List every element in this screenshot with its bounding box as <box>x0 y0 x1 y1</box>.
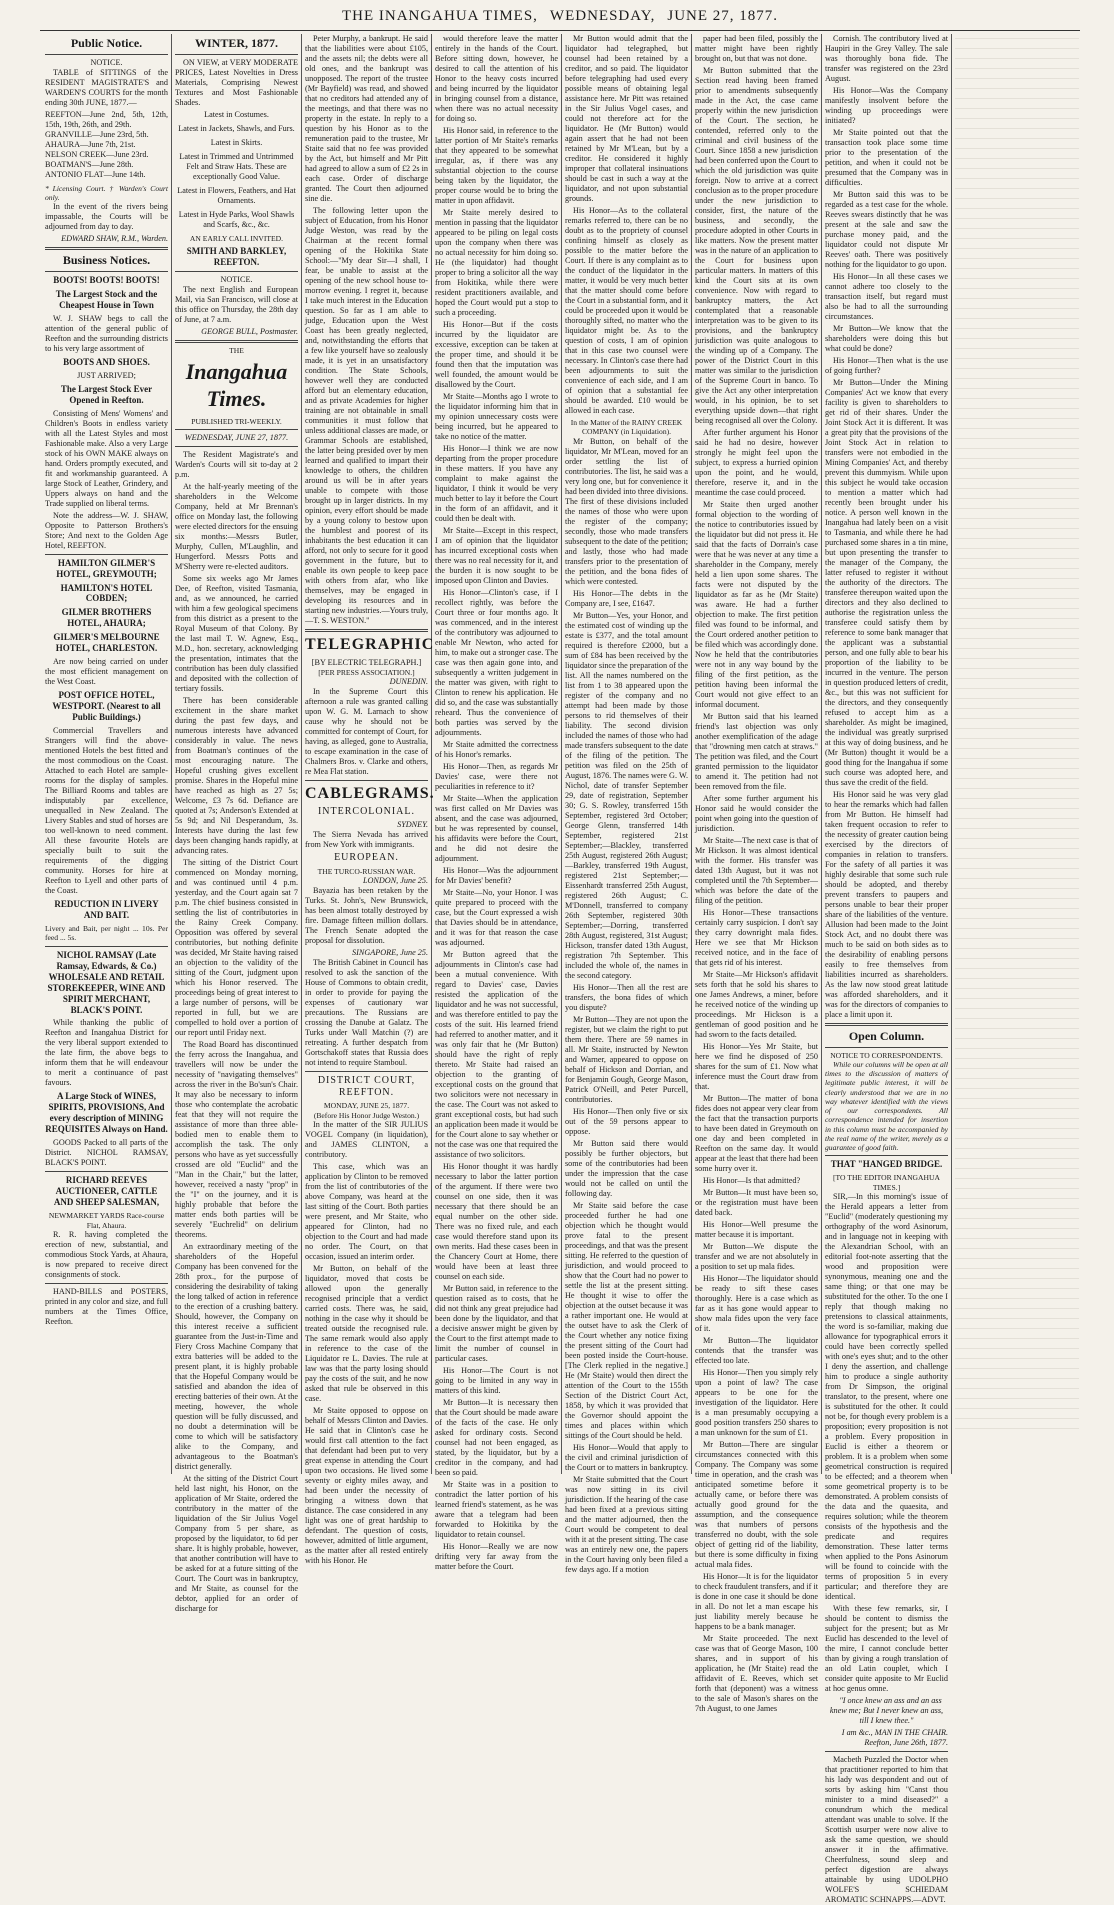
column-2 <box>172 34 302 1613</box>
sydney-body: The Sierra Nevada has arrived from New York with immigrants. <box>305 830 428 850</box>
nichol-ramsay: NICHOL RAMSAY (Late Ramsay, Edwards, & Co.) WHOLESALE AND RETAIL STOREKEEPER, WINE AND SPIRIT MERCHANT, BLACK'S POINT. <box>47 949 166 1015</box>
telegraphic-heading: TELEGRAPHIC <box>305 636 435 653</box>
paragraph: Peter Murphy, a bankrupt. He said that the liabilities were about £105, and the assets nil; the debts were all old ones, and the bankrupt was unopposed. The report of the trustee (Mr Bayfield) was read, and showed that no creditors had attended any of the meetings, and that there was no property in the estate. In reply to a question by his Honor as to the remuneration paid to the trustee, Mr Staite said that no fee was provided by the Act, but himself and Mr Pitt had agreed to allow a sum of £2 2s in each case. Order of discharge granted. The Court then adjourned sine die. <box>305 34 428 203</box>
paragraph: Mr Staite was in a position to contradict the latter portion of his learned friend's statement, as he was aware that a telegram had been forwarded to Hokitika by the liquidator to retain counsel. <box>435 1480 558 1539</box>
paragraph: Mr Button submitted that the Section read having been framed prior to amendments subsequently made in the Act, the case came properly within the new jurisdiction of the Court. The section, he contended, referred only to the criminal and civil business of the Court. Since 1858 a new jurisdiction had been conferred upon the Court to which the old jurisdiction was quite foreign. Now to arrive at a correct conclusion as to the proper procedure under the new jurisdiction to consider, first, the nature of the business, and secondly, the procedure adopted in other Courts in like matters. Now the present matter was in the nature of an application to the Court for business upon particular matters. In matters of this kind the Court sits at its own convenience. Now with regard to bankruptcy matters, the Act contemplated that a reasonable interpretation was to be given to its provisions, and the bankruptcy jurisdiction was quite analogous to the winding up of a Company. The power of the District Court in this matter was similar to the jurisdiction of the Supreme Court in banco. To give the Act any other interpretation would, in his opinion, be to set everything upside down—that right being recognised all over the Colony. <box>695 66 818 425</box>
paragraph: Mr Button—The matter of bona fides does not appear very clear from the fact that the transaction purports to have been dated in Greymouth on one day and been completed in Reefton on the same day. It would appear at the least that there had been some hurry over it. <box>695 1094 818 1173</box>
sitting-item: REEFTON—June 2nd, 5th, 12th, 15th, 19th, 26th, and 29th. <box>45 109 168 129</box>
monday: MONDAY, JUNE 25, 1877. <box>323 1101 410 1111</box>
paragraph: His Honor—Then only five or six out of the 59 persons appear to oppose. <box>565 1106 688 1136</box>
paragraph: His Honor—Then you simply rely upon a point of law? The case appears to be one for the investigation of the liquidator. Here is a man presumably occupying a good position transfers 250 shares to a man unknown for the sum of £1. <box>695 1368 818 1437</box>
paragraph: Mr Button—It must have been so, or the registration must have been dated back. <box>695 1188 818 1217</box>
licensing-note: * Licensing Court. † Warden's Court only. <box>45 183 168 202</box>
paragraph: His Honor—Clinton's case, if I recollect rightly, was before the Court three or four months ago. It was commenced, and in the interest of the contributory was adjourned to enable Mr Newton, who acted for him, to make out a stronger case. The case was then again gone into, and subsequently a written judgement in the matter was given, with right to Clinton to renew his application. He did so, and the case was substantially reheard. Thus the convenience of both parties was served by the adjournments. <box>435 588 558 737</box>
title-the: THE <box>229 345 244 355</box>
masthead-title: THE INANGAHUA TIMES, <box>341 8 538 24</box>
column-7 <box>822 34 952 1904</box>
letter-signature: I am &c., MAN IN THE CHAIR. Reefton, June 26th, 1877. <box>841 1727 948 1747</box>
paragraph: Mr Button, on behalf of the liquidator, Mr M'Lean, moved for an order settling the list of contributories. The list, he said was a very long one, but for convenience it had been divided into three divisions. The first of these divisions included the names of those who were upon the register of the company; secondly, those who made transfers subsequent to the date of the petition; and lastly, those who had made transfers prior to the presentation of the petition, and the bona fides of which were contested. <box>565 436 688 586</box>
column-4 <box>432 34 562 1571</box>
paragraph: The Resident Magistrate's and Warden's Courts will sit to-day at 2 p.m. <box>175 449 298 479</box>
paragraph: Mr Button—Under the Mining Companies' Act we know that every facility is given to shareholders to get rid of their shares. Under the Joint Stock Act it is different. It was a great pity that the provisions of the Joint Stock Act in relation to transfers were not embodied in the Mining Companies' Act, and thereby prevent this dummyism. While upon this subject he would take occasion to mention a matter which had recently been brought under his notice. A person well known in the Inangahua had lately been on a visit to Tasmania, and while there he had purchased some shares in a tin mine, but upon presenting the transfer to the manager of the Company, the latter refused to register it without the authority of the directors. The transferee thereupon waited upon the directors and they also declined to authorise the registration unless the transferee could satisfy them by reference to some bank manager that the applicant was a substantial person, and one fully able to bear his proportion of the liability to be incurred in the venture. The person in question produced letters of credit, &c., but this was not sufficient for the directors, and they consequently refused to accept him as a shareholder. As might be imagined, the individual was greatly surprised at this way of doing business, and he (Mr Button) thought it would be a good thing for the Inangahua if some such course was adopted here, and thus save the credit of the field. <box>825 378 948 787</box>
column-3 <box>302 34 435 1565</box>
letter-paragraph: With these few remarks, sir, I should be content to dismiss the subject for the present; but as Mr Euclid has descended to the level of the mire, I cannot conclude better than by giving a rough translation of an old Latin couplet, which I consider quite apposite to Mr Euclid at hoc genus omne. <box>825 1603 948 1693</box>
letter-couplet: "I once knew an ass and an ass knew me; But I never knew an ass, till I knew thee." <box>829 1695 944 1725</box>
per-press: [PER PRESS ASSOCIATION.] <box>318 667 415 677</box>
paragraph: Mr Staite—Mr Hickson's affidavit sets forth that he sold his shares to one James Andrews, a miner, before he received notice of the winding up proceedings. Mr Hickson is a gentleman of good position and he had sworn to the facts detailed. <box>695 970 818 1039</box>
boots-shoes: BOOTS AND SHOES. <box>63 356 150 367</box>
sitting-item: BOATMAN'S—June 28th. <box>45 159 134 169</box>
hotel-3: GILMER BROTHERS HOTEL, AHAURA; <box>61 607 152 629</box>
smith-barkley: SMITH AND BARKLEY, REEFTON. <box>186 245 287 267</box>
hotel-1: HAMILTON GILMER'S HOTEL, GREYMOUTH; <box>56 557 157 579</box>
paragraph: Mr Staite said before the case proceeded further he had one objection which he thought would prove fatal to the present proceedings, and that was the present sitting. He referred to the question of jurisdiction, and would proceed to show that the Court had no power to settle the list at the present sitting. He thought it wise to offer the objection at the outset because it was a rather important one. He would at the outset have to ask the Clerk of the Court whether any notice fixing the present sitting of the Court had been posted inside the Court-house. [The Clerk replied in the negative.] He (Mr Staite) would then direct the attention of the Court to the 155th Section of the District Court Act, 1858, by which it was provided that the Governor should appoint the times and places within which sittings of the Court should be held. <box>565 1200 688 1440</box>
masthead-day: WEDNESDAY, <box>549 8 656 24</box>
sittings-list <box>45 110 168 180</box>
by-electric: [BY ELECTRIC TELEGRAPH.] <box>311 657 422 667</box>
address-note: Note the address—W. J. SHAW, Opposite to Patterson Brothers's Store; And next to the Golden Age Hotel, REEFTON. <box>45 510 168 550</box>
early-call: AN EARLY CALL INVITED. <box>189 233 284 243</box>
paragraph: Mr Button—There are singular circumstances connected with this Company. The Company was some time in operation, and the crash was anticipated sometime before it actually came, or before there was actually good ground for the assumption, and the consequence was that numbers of persons transferred no doubt, with the sole object of getting rid of the liability, but there is some difficulty in fixing actual mala fides. <box>695 1440 818 1569</box>
paragraph: Mr Staite proceeded. The next case was that of George Mason, 100 shares, and in support of his application, he (Mr Staite) read the affidavit of E. Reeves, which set forth that (deponent) was a witness to the sale of Mason's shares on the 7th August, to one James <box>695 1634 818 1713</box>
winter-item: Latest in Hyde Parks, Wool Shawls and Scarfs, &c., &c. <box>178 209 295 229</box>
column-8 <box>952 34 1082 1474</box>
paragraph: His Honor—But if the costs incurred by the liquidator are excessive, exception can be taken at the proper time, and should it be found then that the imputation was well founded, the amount would be disallowed by the Court. <box>435 320 558 389</box>
london: LONDON, June 25. <box>362 875 428 885</box>
handbills: HAND-BILLS and POSTERS, printed in any color and size, and full numbers at the Times Office, Reefton. <box>45 1286 168 1326</box>
paragraph: His Honor said he was very glad to hear the remarks which had fallen from Mr Button. He himself had taken frequent occasion to refer to the necessity of greater caution being exercised by the directors of companies in relation to transfers. For the safety of all parties it was highly desirable that some such rule should be adopted, and thereby prevent transfers to paupers and persons unable to bear their proper share of the liabilities of the venture. Allusion had been made to the Joint Stock Act, and no doubt there was much to be said on both sides as to the desirability of enabling persons easily to free themselves from liabilities incurred as shareholders. As the law now stood great latitude was afforded shareholders, and it was for the directors of companies to place a limit upon it. <box>825 790 948 1019</box>
paragraph: His Honor—Would that apply to the civil and criminal jurisdiction of the Court or to matters in bankruptcy. <box>565 1442 688 1472</box>
livery-prices: Livery and Bait, per night ... 10s. Per feed ... 5s. <box>45 924 168 943</box>
postmaster: GEORGE BULL, Postmaster. <box>201 326 298 336</box>
notice-heading: NOTICE. <box>90 57 123 67</box>
dunedin-body: In the Supreme Court this afternoon a rule was granted calling upon W. G. M. Larnach to show cause why he should not be committed for contempt of Court, for having, as alleged, gone to Australia, to escape examination in the case of Chalmers Bros. v. Clarke and others, re Mea Flat station. <box>305 686 428 776</box>
dateline: WEDNESDAY, JUNE 27, 1877. <box>184 432 289 442</box>
published-tri-weekly: PUBLISHED TRI-WEEKLY. <box>191 416 282 426</box>
paragraph: Mr Button—The liquidator contends that the transfer was effected too late. <box>695 1336 818 1365</box>
paragraph: Mr Staite opposed to oppose on behalf of Messrs Clinton and Davies. He said that in Clinton's case he would first call attention to the fact that defendant had been put to very great expense in attending the Court upon two occasions. He lived some seventy or eighty miles away, and had been under the necessity of bringing a witness down that distance. The case considered in any light was one of great hardship to defendant. The question of costs, however, admitted of little argument, as the matter after all rested entirely with his Honor. He <box>305 1405 428 1565</box>
advertisement: Macbeth Puzzled the Doctor when that practitioner reported to him that his lady was despondent and out of sorts by asking him "Canst thou minister to a mind diseased?" a conundrum which the medical attendant was unable to solve. If the Scottish usurper were now alive to ask the same question, we should answer it in the affirmative. Cheerfulness, sound sleep and perfect digestion are always attainable by using UDOLPHO WOLFE'S SCHIEDAM AROMATIC SCHNAPPS.—ADVT. <box>825 1754 948 1904</box>
rainy-creek-heading: In the Matter of the RAINY CREEK COMPANY (in Liquidation). <box>570 418 683 437</box>
paragraph: Mr Staite—Months ago I wrote to the liquidator informing him that in my opinion unnecessary costs were being incurred, but he appeared to take no notice of the matter. <box>435 392 558 441</box>
cablegrams-heading: CABLEGRAMS. <box>305 784 435 802</box>
paragraph: Mr Staite—The next case is that of Mr Hickson. It was almost identical with the former. His transfer was dated 13th August, but it was not completed until the 7th September—which was before the date of the filing of the petition. <box>695 836 818 905</box>
singapore-body: The British Cabinet in Council has resolved to ask the sanction of the House of Commons to obtain credit, in order to provide for paying the expenses of cautionary war precautions. The Russians are crossing the Danube at Galatz. The Turks under Wall Matchin (?) are retreating. A further despatch from Gortschakoff states that Russia does not intend to require Stamboul. <box>305 957 428 1067</box>
paragraph: paper had been filed, possibly the matter might have been rightly brought on, but that was not done. <box>695 34 818 63</box>
dunedin: DUNEDIN. <box>389 676 428 686</box>
open-column-heading: Open Column. <box>848 1029 925 1043</box>
reduction: REDUCTION IN LIVERY AND BAIT. <box>54 899 159 921</box>
before-judge: (Before His Honor Judge Weston.) <box>313 1110 420 1120</box>
paragraph: His Honor—It is for the liquidator to check fraudulent transfers, and if it is done in one case it should be done in all. Do not let a man escape his just liability merely because he happens to be a bank manager. <box>695 1572 818 1631</box>
mail-notice-body: The next English and European Mail, via San Francisco, will close at this office on Thursday, the 28th day of June, at 7 a.m. <box>175 284 298 324</box>
richard-reeves: RICHARD REEVES AUCTIONEER, CATTLE AND SHEEP SALESMAN, <box>53 1175 160 1208</box>
paragraph: Mr Staite pointed out that the transaction took place some time prior to the presentation of the petition, and when it could not be presumed that the Company was in difficulties. <box>825 128 948 187</box>
paragraph: His Honor thought it was hardly necessary to labor the latter portion of the argument. If there were two counsel on one side, then it was necessary that there should be an equal number on the other side. There was no fixed rule, and each case would therefore stand upon its own merits. Had these cases been in the Chancery Court at Home, there would have been at least three counsel on each side. <box>435 1162 558 1281</box>
masthead <box>40 8 1080 31</box>
post-office-hotel: POST OFFICE HOTEL, WESTPORT. (Nearest to all Public Buildings.) <box>52 690 161 723</box>
paragraph: His Honor—Really we are now drifting very far away from the matter before the Court. <box>435 1542 558 1571</box>
paragraph: Mr Button—We dispute the transfer and we are not absolutely in a position to set up mala fides. <box>695 1242 818 1271</box>
just-arrived: JUST ARRIVED; <box>77 370 136 380</box>
district-court: DISTRICT COURT, REEFTON. <box>317 1074 416 1099</box>
paragraph: Mr Button—They are not upon the register, but we claim the right to put them there. There are 59 names in all. Mr Staite, instructed by Newton and Warner, appeared to oppose on behalf of Hickson and Dorrian, and for Benjamin Gough, George Mason, Patrick O'Neill, and Peter Purcell, contributories. <box>565 1014 688 1104</box>
paragraph: His Honor—Is that admitted? <box>703 1176 801 1185</box>
paragraph: His Honor—Yes Mr Staite, but here we find he disposed of 250 shares for the sum of £1. Now what inference must the Court draw from that. <box>695 1042 818 1091</box>
paper-title: Inangahua Times. <box>185 359 288 411</box>
paragraph: Mr Staite admitted the correctness of his Honor's remarks. <box>435 740 558 759</box>
paragraph: After some further argument his Honor said he would consider the point when going into the question of jurisdiction. <box>695 794 818 833</box>
goods-packed: GOODS Packed to all parts of the District. NICHOL RAMSAY, BLACK'S POINT. <box>45 1138 168 1168</box>
turco-russian: THE TURCO-RUSSIAN WAR. <box>317 866 416 876</box>
paragraph: Mr Button said this was to be regarded as a test case for the whole. Reeves swears distinctly that he was present at the sale and saw the purchase money paid, and the liquidator could not dispute Mr Reeves' oath. There was positively nothing for the liquidator to go upon. <box>825 190 948 269</box>
newmarket-yards: NEWMARKET YARDS Race-course Flat, Ahaura. <box>48 1211 165 1230</box>
paragraph: Mr Button—We know that the shareholders were doing this but what could be done? <box>825 324 948 353</box>
signature: EDWARD SHAW, R.M., Warden. <box>61 234 168 244</box>
mail-notice-heading: NOTICE. <box>220 274 253 284</box>
hanged-bridge-heading: THAT "HANGED BRIDGE. <box>830 1159 943 1170</box>
business-notices-heading: Business Notices. <box>62 253 151 268</box>
paragraph: Mr Staite—Except in this respect, I am of opinion that the liquidator has incurred exceptional costs when there was no real necessity for it, and the burden it is now sought to be imposed upon Clinton and Davies. <box>435 526 558 585</box>
paragraph: His Honor—Was the Company manifestly insolvent before the winding up proceedings were initiated? <box>825 86 948 125</box>
winter-item: Latest in Costumes. <box>204 109 269 119</box>
paragraph: After further argument his Honor said he had no desire, however strongly he might feel upon the subject, to express a hurried opinion upon the point, and he would, therefore, reserve it, and in the meantime the case could proceed. <box>695 428 818 497</box>
to-editor: [TO THE EDITOR INANGAHUA TIMES.] <box>833 1173 940 1192</box>
paragraph: In the matter of the SIR JULIUS VOGEL Company (in liquidation), and JAMES CLINTON, a contributory. <box>305 1119 428 1159</box>
paragraph: Cornish. The contributory lived at Haupiri in the Grey Valley. The sale was thoroughly bona fide. The transfer was registered on the 23rd August. <box>825 34 948 83</box>
paragraph: would therefore leave the matter entirely in the hands of the Court. Before sitting down, however, he desired to call the attention of his Honor to the heavy costs incurred and being incurred by the liquidator in bringing counsel from a distance, when there was no actual necessity for doing so. <box>435 34 558 123</box>
consisting: Consisting of Mens' Womens' and Children's Boots in endless variety with all the Latest Styles and most Fashionable make. Also a very Large stock of his OWN MAKE always on hand. Orders promptly executed, and fit and workmanship guaranteed. A large Stock of Leather, Grindery, and Uppers always on hand and the Trade supplied on liberal terms. <box>45 408 168 508</box>
winter-item: Latest in Jackets, Shawls, and Furs. <box>178 123 295 133</box>
reeves-body: R. R. having completed the erection of new, substantial, and commodious Stock Yards, at Ahaura, is now prepared to receive direct consignments of stock. <box>45 1229 168 1279</box>
paragraph: Mr Staite merely desired to mention in passing that the liquidator appeared to be piling on legal costs upon the company when there was no actual necessity for him doing so. He (the liquidator) had thought proper to bring a solicitor all the way from Hokitika, while there were resident practitioners available, and hoped the Court would put a stop to such a proceeding. <box>435 208 558 317</box>
column-5 <box>562 34 692 1574</box>
paragraph: Mr Button—It is necessary then that the Court should be made aware of the facts of the case. He only asked for ordinary costs. Second counsel had not been engaged, as stated, by the liquidator, but by a creditor in the company, and had been so paid. <box>435 1398 558 1477</box>
winter-item: Latest in Skirts. <box>210 137 263 147</box>
largest-stock: The Largest Stock Ever Opened in Reefton. <box>60 383 153 405</box>
paragraph: An extraordinary meeting of the shareholders of the Hopeful Company has been convened for the 28th prox., for the purpose of considering the desirability of taking the long talked of action in reference to the erection of a crushing battery. Should, however, the Company on this interest receive a sufficient guarantee from the Just-in-Time and Fiery Cross Machine Company that extra batteries will be added to the present plant, it is highly probable that the Hopeful Company would be satisfied and abandon the idea of erecting batteries of their own. At the meeting, however, the whole question will be fully discussed, and no doubt a determination will be come to which will be satisfactory alike to the Company, and advantageous to the Boatman's district generally. <box>175 1241 298 1471</box>
paragraph: Mr Staite—No, your Honor. I was quite prepared to proceed with the case, but the Court expressed a wish that Davies should be in attendance, and it was for that reason the case was adjourned. <box>435 888 558 947</box>
sydney: SYDNEY. <box>397 820 428 830</box>
boots-heading: BOOTS! BOOTS! BOOTS! <box>53 274 160 285</box>
notice-correspondents: NOTICE TO CORRESPONDENTS. <box>830 1050 943 1060</box>
paragraph: This case, which was an application by Clinton to be removed from the list of contributories of the above Company, was heard at the last sitting of the Court. Both parties were present, and Mr Staite, who appeared for Clinton, had no objection to the Court and had made no order. The Court, on that occasion, issued an interim order. <box>305 1161 428 1261</box>
continued-column <box>955 34 1079 1434</box>
table-title: TABLE of SITTINGS of the RESIDENT MAGISTRATE'S and WARDEN'S COURTS for the month ending 30th JUNE, 1877.— <box>45 67 168 107</box>
paragraph: His Honor—Was the adjournment for Mr Davies' benefit? <box>435 866 558 885</box>
intercolonial: INTERCOLONIAL. <box>317 806 416 818</box>
paragraph: Mr Staite then urged another formal objection to the wording of the notice to contributories issued by the liquidator but did not press it. He said that the facts of Dorrain's case were that he was never at any time a shareholder in the Company, merely held a lien upon some shares. The facts were not disputed by the liquidator as far as he (Mr Staite) was aware. He had a further objection to make. The first petition filed was found to be informal, and the Court ordered another petition to be filed which was accordingly done. Now he held that the contributories were not in any way bound by the filing of the first petition, as the petition having been informal the Court would not give effect to an informal document. <box>695 500 818 709</box>
notice-correspondents-body: While our columns will be open at all times to the discussion of matters of legitimate public interest, it will be clearly understood that we are in no way whatever identified with the views of our correspondents. All correspondence intended for insertion in this column must be accompanied by the real name of the writer, merely as a guarantee of good faith. <box>825 1059 948 1153</box>
paragraph: His Honor—As to the collateral remarks referred to, there can be no doubt as to the propriety of counsel confining himself as closely as possible to the matter before the Court. If there is any complaint as to the conduct of the liquidator in the matter, it would be very much better that the matter should come before the Court in a substantial form, and it could be proceeded upon it would be thoroughly sifted, no matter who the liquidator might be. As to the question of costs, I am of opinion that in this case two counsel were necessary. In Clinton's case there had been adjournments to suit the convenience of each side, and I am of opinion that a substantial fee should be awarded. £10 would be allowed in each case. <box>565 206 688 415</box>
paragraph: Mr Button said that his learned friend's last objection was only another exemplification of the adage that "drowning men catch at straws." The petition was filed, and the Court granted permission to the liquidator to amend it. The petition had not been removed from the file. <box>695 712 818 791</box>
paragraph: His Honor said, in reference to the latter portion of Mr Staite's remarks that they appeared to be somewhat irregular, as, if there was any substantial objection to the course being taken by the liquidator, the proper course would be to bring the matter in upon affidavit. <box>435 126 558 205</box>
paragraph: The following letter upon the subject of Education, from his Honor Judge Weston, was read by the Chairman at the recent formal opening of the Hokitika State School:—"My dear Sir—I shall, I fear, be unable to assist at the opening of the new school house to-morrow evening. I regret it, because I take much interest in the Education question. So far as I am able to judge, Education upon the West Coast has been greatly neglected, and, notwithstanding the efforts that a few like yourself have so zealously made, it is yet in an unsatisfactory condition. The State Schools, however well they are conducted afford but an elementary education, and as private Academies for higher training are not obtainable in small communities it must follow that unless additional classes are made, or Grammar Schools are established, the latter being presided over by men learned and qualified to impart their knowledge to others, the children around us will be in after years unable to compete with those brought up in larger districts. In my opinion, every effort should be made by a young colony to bestow upon the humblest and poorest of its inhabitants the best education it can afford, not only to secure for it good government in the future, but to enable its own people to keep pace with others from afar, who like themselves, may be engaged in developing its resources and in starting new industries.—Yours truly,—T. S. WESTON." <box>305 206 428 625</box>
sitting-item: AHAURA—June 7th, 21st. <box>45 139 136 149</box>
paragraph: Mr Button said there would possibly be further objectors, but some of the contributories had been under the impression that the case would not be called on until the following day. <box>565 1138 688 1198</box>
rivers-note: In the event of the rivers being impassable, the Courts will be adjourned from day to day. <box>45 202 168 232</box>
paragraph: Mr Button would admit that the liquidator had telegraphed, but counsel had been retained by a creditor, and so paid. The liquidator before telegraphing had used every possible means of obtaining legal assistance here. Mr Pitt was retained in the Sir Julius Vogel cases, and could not therefore act for the liquidator. He (Mr Button) would again assert that he had not been retained by Mr M'Lean, but by a creditor. He considered it highly improper that collateral insinuations should be cast in such a way at the liquidator, and not upon substantial grounds. <box>565 34 688 203</box>
singapore: SINGAPORE, June 25. <box>352 947 428 957</box>
winter-item: Latest in Flowers, Feathers, and Hat Ornaments. <box>177 185 296 205</box>
paragraph: His Honor—The Court is not going to be limited in any way in matters of this kind. <box>435 1366 558 1395</box>
paragraph: His Honor—Then all the rest are transfers, the bona fides of which you dispute? <box>565 982 688 1012</box>
hotel-2: HAMILTON'S HOTEL COBDEN; <box>60 582 153 604</box>
public-notice-heading: Public Notice. <box>70 36 143 50</box>
column-6 <box>692 34 822 1713</box>
paragraph: Some six weeks ago Mr James Dee, of Reefton, visited Tasmania, and, as we announced, he carried with him a few geological specimens from this district as a present to the Royal Museum of that Colony. By the last mail T. W. Agnew, Esq., M.D., hon. secretary, acknowledging the presentation, intimates that the contribution has been duly classified and deposited with the collection of tertiary fossils. <box>175 573 298 693</box>
sitting-item: NELSON CREEK—June 23rd. <box>45 149 149 159</box>
paragraph: The Road Board has discontinued the ferry across the Inangahua, and travellers will now be under the necessity of "navigating themselves" across the river in the Bo'sun's Chair. It may also be necessary to inform those who contemplate the acrobatic feat that they will not require the assistance of more than three able-bodied men to enable them to accomplish the task. The only persons who have as yet successfully crossed are old "Euclid" and the "Man in the Chair," but the latter, however, received a nasty "prop" in the "I" on the journey, and it is highly probable that before the matter ends both parties will be severely "Euchrelid" on delirium theorems. <box>175 1039 298 1239</box>
paragraph: His Honor—Well presume the matter because it is important. <box>695 1220 818 1239</box>
paragraph: Mr Button agreed that the adjournments in Clinton's case had been a mutual convenience. With regard to Davies' case, Davies resisted the application of the liquidator and he was not successful, and was therefore entitled to pay the costs of the suit. His learned friend had referred to another matter, and it was only fair that he (Mr Button) should have the right of reply thereto. Mr Staite had raised an objection to the granting of exceptional costs on the ground that two solicitors were not necessary in the case. The Court was not asked to grant exceptional costs, but had such an application been made it would be for the Court alone to say whether or not the case was one that required the assistance of two solicitors. <box>435 950 558 1159</box>
hotels-body: Are now being carried on under the most efficient management on the West Coast. <box>45 657 168 687</box>
paragraph: Mr Button—Yes, your Honor, and the estimated cost of winding up the estate is £377, and the total amount required is therefore £2000, but a sum of £84 has been received by the liquidator since the preparation of the list. All the names numbered on the list from 1 to 38 appeared upon the register of the company and no attempt had been made by those persons to rid themselves of their liability. The second division included the names of those who had made transfers subsequent to the date of the filing of the petition. The petition was filed on the 25th of August, 1876. The names were G. W. Nichol, date of transfer September 29, date of registration, September 30; G. S. Rowley, transferred 15th September, registered 3rd October; George Glenn, transferred 14th September, registered 21st September;—Blackley, transferred 25th August, registered 26th August;—Barkley, transferred 19th August, registered 21st September;—Eissenhardt transferred 25th August, registered 26th August; C. M'Donnell, transferred to company 26th September, registered 30th September;—Dorring, transferred 28th August, registered, 31st August; Hickson, transfer dated 13th August, registration 7th September. This included the whole of, the names in the second category. <box>565 610 688 980</box>
london-body: Bayazia has been retaken by the Turks. St. John's, New Brunswick, has been almost totally destroyed by fire. Damage fifteen million dollars. The French Senate adopted the proposal for dissolution. <box>305 885 428 945</box>
masthead-date: JUNE 27, 1877. <box>667 8 779 24</box>
paragraph: At the half-yearly meeting of the shareholders in the Welcome Company, held at Mr Brennan's office on Monday last, the following were elected directors for the ensuing six months:—Messrs Butler, Murphy, Cullen, M'Laughlin, and Hungerford. Messrs Potts and M'Sherry were re-elected auditors. <box>175 481 298 571</box>
sitting-item: ANTONIO FLAT—June 14th. <box>45 169 146 179</box>
paragraph: There has been considerable excitement in the share market during the past few days, and numerous interests have advanced considerably in value. The news from Boatman's continues of the most encouraging nature. The Hopeful crushing gives excellent promise. Shares in the Hopeful mine have reached as high as 27 5s; Welcome, £3 7s 6d. Defiance are quoted at 7s; Anderson's Extended at 5s 9d; and Nil Desperandum, 3s. Interests have during the last few days been changing hands rapidly, at advancing rates. <box>175 695 298 855</box>
on-view: ON VIEW, at VERY MODERATE PRICES, Latest Novelties in Dress Materials, Comprising Newest Textures and Most Fashionable Shades. <box>175 57 298 107</box>
sitting-item: GRANVILLE—June 23rd, 5th. <box>45 129 149 139</box>
paragraph: Mr Button, on behalf of the liquidator, moved that costs be allowed upon the generally recognised principle that a verdict carried costs. There was, he said, nothing in the case why it should be treated outside the recognised rule. The same remark would also apply in reference to the case of the Liquidator re L. Davies. The rule at law was that the party losing should pay the costs of the suit, and he now asked that rule be observed in this case. <box>305 1263 428 1403</box>
paragraph: At the sitting of the District Court held last night, his Honor, on the application of Mr Staite, ordered the contributory in the matter of the liquidation of the Sir Julius Vogel Company from 5 per share, as proposed by the liquidator, to 6d per share. It is highly probable, however, that another contribution will have to be asked for at a future sitting of the Court. The Court was in bankruptcy, and Mr Staite, as counsel for the debtor, applied for an order of discharge for <box>175 1473 298 1613</box>
large-stock: A Large Stock of WINES, SPIRITS, PROVISIONS, And every description of MINING REQUISITES Always on Hand. <box>45 1091 168 1135</box>
nichol-body: While thanking the public of Reefton and Inangahua District for the very liberal support extended to the late firm, the above begs to inform them that he will endeavour to merit a continuance of past favours. <box>45 1018 168 1088</box>
column-1 <box>42 34 172 1474</box>
paragraph: His Honor—Then what is the use of going further? <box>825 356 948 375</box>
boots-body: W. J. SHAW begs to call the attention of the general public of Reefton and the surrounding districts to his very large assortment of <box>45 313 168 353</box>
hotel-4: GILMER'S MELBOURNE HOTEL, CHARLESTON. <box>53 632 160 654</box>
european: EUROPEAN. <box>334 852 399 864</box>
columns <box>42 34 1082 1904</box>
paragraph: His Honor—In all these cases we cannot adhere too closely to the transaction itself, but regard must also be had to all the surrounding circumstances. <box>825 272 948 321</box>
paragraph: Mr Button said, in reference to the question raised as to costs, that he did not think any great prejudice had been done by the liquidator, and that a decisive answer might be given by the Court to the first attempt made to limit the number of counsel in particular cases. <box>435 1284 558 1363</box>
paragraph: His Honor—These transactions certainly carry suspicion. I don't say they carry downright mala fides. Here we see that Mr Hickson received notice, and in the face of that gets rid of his interest. <box>695 908 818 967</box>
winter-item: Latest in Trimmed and Untrimmed Felt and Straw Hats. These are exceptionally Good Value. <box>179 151 294 181</box>
post-body: Commercial Travellers and Strangers will find the above-mentioned Hotels the best fitted and the most commodious on the Coast. Attached to each Hotel are sample-rooms for the display of samples. The Billiard Rooms and tables are indisputably par excellence, unequalled in New Zealand. The Livery Stables and stud of horses are too well-known to need comment. All these favourite Hotels are specially built to suit the requirements of the digging community. Horses for hire at Reefton to Lyell and other parts of the Coast. <box>45 726 168 896</box>
paragraph: Mr Staite submitted that the Court was now sitting in its civil jurisdiction. If the hearing of the case had been fixed at a previous sitting and the matter adjourned, then the Court would be competent to deal with it at the present sitting. The case was an entirely new one, the papers in the Court having only been filed a few days ago. If a motion <box>565 1474 688 1574</box>
paragraph: Mr Staite—When the application was first called on Mr Davies was absent, and the case was adjourned, but he was represented by counsel, his affidavits were before the Court, and he did not desire the adjournment. <box>435 794 558 863</box>
winter-heading: WINTER, 1877. <box>194 36 278 50</box>
letter-paragraph: SIR,—In this morning's issue of the Herald appears a letter from "Euclid" (moderately questioning my orthography of the word Asinorum, and in language not in keeping with the Alexandrian School, with an editorial foot-note asserting that the wood and proposition were synonymous, meaning one and the same thing; or that one may be substituted for the other. To the one I reply that though making no pretensions to classical attainments, the word is so-familiar, making due allowance for typographical errors it could have been correctly spelled with one's eyes shut; and to the other I deny the assertion, and challenge him to produce a single authority from Dr Simpson, the original translator, to the present, where one is substituted for the other. It could not be, for though every problem is a proposition; every proposition is not a problem. Every proposition in Euclid is either a theorem or problem. It is a problem when some geometrical construction is required to be effected; and a theorem when some geometrical property is to be demonstrated. A problem consists of the data and the quaesita, and requires solution; while the theorem consists of the hypothesis and the predicate and requires demonstration. These latter terms when applied to the Pons Asinorum will be found to coincide with the terms of proposition 5 in every particular; and therefore they are identical. <box>825 1191 948 1601</box>
boots-sub: The Largest Stock and the Cheapest House in Town <box>55 288 158 310</box>
paragraph: His Honor—I think we are now departing from the proper procedure in these matters. If you have any complaint to make against the liquidator, I think it would be very much better to lay it before the Court in the form of an affidavit, and it could then be dealt with. <box>435 444 558 523</box>
paragraph: His Honor—Then, as regards Mr Davies' case, were there not peculiarities in reference to it? <box>435 762 558 791</box>
paragraph: His Honor—The liquidator should be ready to sift these cases thoroughly. Here is a case which as far as it has gone would appear to show mala fides upon the very face of it. <box>695 1274 818 1333</box>
paragraph: The sitting of the District Court commenced on Monday morning, and was continued until 4 p.m. yesterday, and the Court again sat 7 p.m. The chief business consisted in settling the list of contributories in the Rainy Creek Company. Opposition was offered by several contributories, but nothing definite was decided, Mr Staite having raised an objection to the validity of the sitting of the Court, judgment upon which his Honor reserved. The proceedings being of great interest to a large number of persons, will be reported in full, but we are compelled to hold over a portion of our report until Friday next. <box>175 857 298 1037</box>
paragraph: His Honor—The debts in the Company are, I see, £1647. <box>565 588 688 608</box>
